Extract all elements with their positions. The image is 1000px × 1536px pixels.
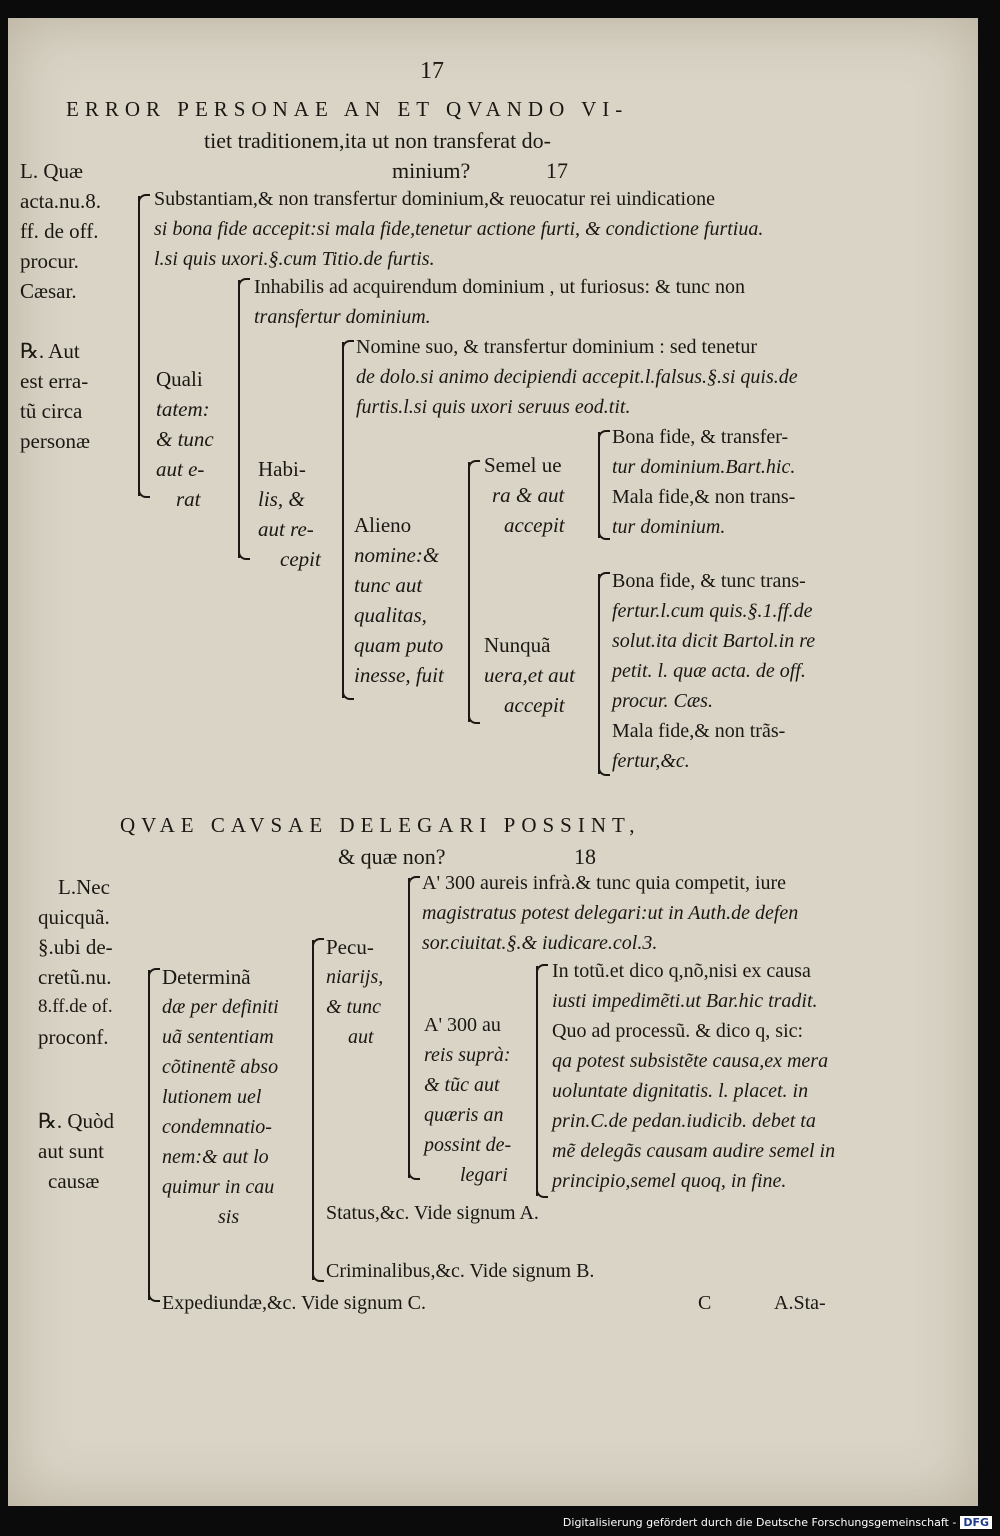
- s2-determ-5: condemnatio-: [162, 1116, 272, 1138]
- s2-criminal: Criminalibus,&c. Vide signum B.: [326, 1260, 595, 1282]
- s1-habil-0: Habi-: [258, 457, 306, 481]
- s2-a300supra-0: A' 300 au: [424, 1014, 501, 1036]
- s1-habil-3: cepit: [280, 547, 321, 571]
- s1-semel-opt-0: Bona fide, & transfer-: [612, 426, 789, 448]
- s1-nunqua-opt-5: Mala fide,& non trãs-: [612, 720, 786, 742]
- s1-semel-opt-1: tur dominium.Bart.hic.: [612, 456, 796, 478]
- dfg-logo: DFG: [960, 1516, 992, 1529]
- page-number: 17: [420, 58, 444, 84]
- s1-margin-1: acta.nu.8.: [20, 189, 102, 213]
- s2-a300infra-2: sor.ciuitat.§.& iudicare.col.3.: [422, 932, 658, 954]
- s2-main-bracket: [148, 970, 150, 1300]
- digitization-footer: [563, 1512, 992, 1532]
- s2-margin-8: causæ: [48, 1169, 100, 1193]
- s1-nunqua-opt-2: solut.ita dicit Bartol.in re: [612, 630, 816, 652]
- section1-title-line1: ERROR PERSONAE AN ET QVANDO VI-: [66, 97, 629, 121]
- s1-nomine-0: Nomine suo, & transfertur dominium : sed tenetur: [356, 336, 758, 358]
- section2-title-line2: & quæ non?: [338, 844, 446, 869]
- s1-quali-3: aut e-: [156, 457, 205, 481]
- s1-substantiam-0: Substantiam,& non transfertur dominium,& reuocatur rei uindicatione: [154, 188, 715, 210]
- s1-quali-1: tatem:: [156, 397, 210, 421]
- s2-determ-8: sis: [218, 1206, 240, 1228]
- s1-substantiam-2: l.si quis uxori.§.cum Titio.de furtis.: [154, 248, 435, 270]
- s1-quali-2: & tunc: [156, 427, 214, 451]
- s2-a300supra-4: possint de-: [424, 1134, 512, 1156]
- s2-margin-5: proconf.: [38, 1025, 109, 1049]
- s2-status: Status,&c. Vide signum A.: [326, 1202, 539, 1224]
- section1-title-line2: tiet traditionem,ita ut non transferat do-: [204, 128, 552, 153]
- s2-determ-3: cõtinentẽ abso: [162, 1056, 279, 1078]
- s1-substantiam-1: si bona fide accepit:si mala fide,tenetur actione furti, & condictione furtiua.: [154, 218, 764, 240]
- s2-intotu-4: uoluntate dignitatis. l. placet. in: [552, 1080, 809, 1102]
- s1-nunqua-0: Nunquã: [484, 633, 551, 657]
- s1-nomine-1: de dolo.si animo decipiendi accepit.l.falsus.§.si quis.de: [356, 366, 798, 388]
- s2-pecun-1: niarijs,: [326, 966, 384, 988]
- s1-main-bracket: [138, 196, 140, 496]
- s1-nunqua-opt-6: fertur,&c.: [612, 750, 690, 772]
- section2-number: 18: [574, 844, 596, 869]
- s1-margin-2: ff. de off.: [20, 219, 99, 243]
- s2-a300supra-1: reis suprà:: [424, 1044, 511, 1066]
- s1-inhabilis-0: Inhabilis ad acquirendum dominium , ut furiosus: & tunc non: [254, 276, 746, 298]
- s1-margin-7: tũ circa: [20, 399, 83, 423]
- s1-semel-2: accepit: [504, 513, 565, 537]
- s1-alieno-1: nomine:&: [354, 543, 440, 567]
- s2-determ-7: quimur in cau: [162, 1176, 275, 1198]
- s2-margin-2: §.ubi de-: [38, 935, 113, 959]
- s2-a300supra-2: & tũc aut: [424, 1074, 500, 1096]
- s2-intotu-5: prin.C.de pedan.iudicib. debet ta: [552, 1110, 816, 1132]
- s2-pecun-2: & tunc: [326, 996, 381, 1018]
- signature-mark: C: [698, 1292, 712, 1314]
- s2-intotu-7: principio,semel quoq, in fine.: [552, 1170, 787, 1192]
- s1-alieno-2: tunc aut: [354, 573, 423, 597]
- s2-margin-0: L.Nec: [58, 875, 110, 899]
- s1-nomine-2: furtis.l.si quis uxori seruus eod.tit.: [356, 396, 631, 418]
- s2-intotu-1: iusti impedimẽti.ut Bar.hic tradit.: [552, 990, 818, 1012]
- section1-number: 17: [546, 158, 568, 183]
- s1-alieno-5: inesse, fuit: [354, 663, 444, 687]
- s2-margin-7: aut sunt: [38, 1139, 104, 1163]
- s1-nunqua-opt-0: Bona fide, & tunc trans-: [612, 570, 806, 592]
- s2-pecun-0: Pecu-: [326, 935, 374, 959]
- s2-margin-1: quicquã.: [38, 905, 110, 929]
- s1-quali-0: Quali: [156, 367, 203, 391]
- footer-text: Digitalisierung gefördert durch die Deutsche Forschungsgemeinschaft -: [562, 1515, 957, 1529]
- s2-determ-2: uã sententiam: [162, 1026, 274, 1048]
- s2-intotu-3: qa potest subsistẽte causa,ex mera: [552, 1050, 829, 1072]
- s1-margin-5: ℞. Aut: [20, 339, 80, 363]
- s1-semel-0: Semel ue: [484, 453, 562, 477]
- s1-inhabilis-1: transfertur dominium.: [254, 306, 431, 328]
- section1-title-line3: minium?: [392, 158, 471, 183]
- s1-quali-4: rat: [176, 487, 201, 511]
- s2-margin-4: 8.ff.de of.: [38, 996, 113, 1017]
- s2-intotu-6: mẽ delegãs causam audire semel in: [552, 1140, 836, 1162]
- s2-determ-1: dæ per definiti: [162, 996, 279, 1018]
- s1-margin-8: personæ: [20, 429, 90, 453]
- catchword: A.Sta-: [774, 1292, 826, 1314]
- s2-determ-6: nem:& aut lo: [162, 1146, 269, 1168]
- s1-alieno-4: quam puto: [354, 633, 444, 657]
- s1-habil-1: lis, &: [258, 487, 305, 511]
- s1-margin-0: L. Quæ: [20, 159, 83, 183]
- s2-a300infra-1: magistratus potest delegari:ut in Auth.de defen: [422, 902, 799, 924]
- s1-semel-1: ra & aut: [492, 483, 565, 507]
- s1-margin-6: est erra-: [20, 369, 89, 393]
- s1-nunqua-opt-4: procur. Cæs.: [612, 690, 713, 712]
- s1-margin-3: procur.: [20, 249, 79, 273]
- book-page: [8, 18, 978, 1506]
- s1-alieno-0: Alieno: [354, 513, 412, 537]
- s2-intotu-0: In totũ.et dico q,nõ,nisi ex causa: [552, 960, 811, 982]
- s1-nunqua-2: accepit: [504, 693, 565, 717]
- s1-semel-opt-2: Mala fide,& non trans-: [612, 486, 796, 508]
- s2-a300supra-3: quæris an: [424, 1104, 504, 1126]
- s2-pecun-3: aut: [348, 1026, 374, 1048]
- s1-nunqua-1: uera,et aut: [484, 663, 575, 687]
- s1-nunqua-opt-1: fertur.l.cum quis.§.1.ff.de: [612, 600, 813, 622]
- s2-determ-0: Determinã: [162, 965, 251, 989]
- s1-margin-4: Cæsar.: [20, 279, 77, 303]
- section2-title-line1: QVAE CAVSAE DELEGARI POSSINT,: [120, 813, 641, 837]
- s2-intotu-2: Quo ad processũ. & dico q, sic:: [552, 1020, 804, 1042]
- s1-semel-opt-3: tur dominium.: [612, 516, 726, 538]
- s1-habil-2: aut re-: [258, 517, 314, 541]
- s2-a300supra-5: legari: [460, 1164, 508, 1186]
- s1-nunqua-opt-3: petit. l. quæ acta. de off.: [612, 660, 806, 682]
- s2-a300infra-0: A' 300 aureis infrà.& tunc quia competit, iure: [422, 872, 787, 894]
- s2-determ-4: lutionem uel: [162, 1086, 262, 1108]
- s2-margin-6: ℞. Quòd: [38, 1109, 114, 1133]
- s2-expediund: Expediundæ,&c. Vide signum C.: [162, 1292, 426, 1314]
- s2-margin-3: cretũ.nu.: [38, 965, 112, 989]
- s1-alieno-3: qualitas,: [354, 603, 427, 627]
